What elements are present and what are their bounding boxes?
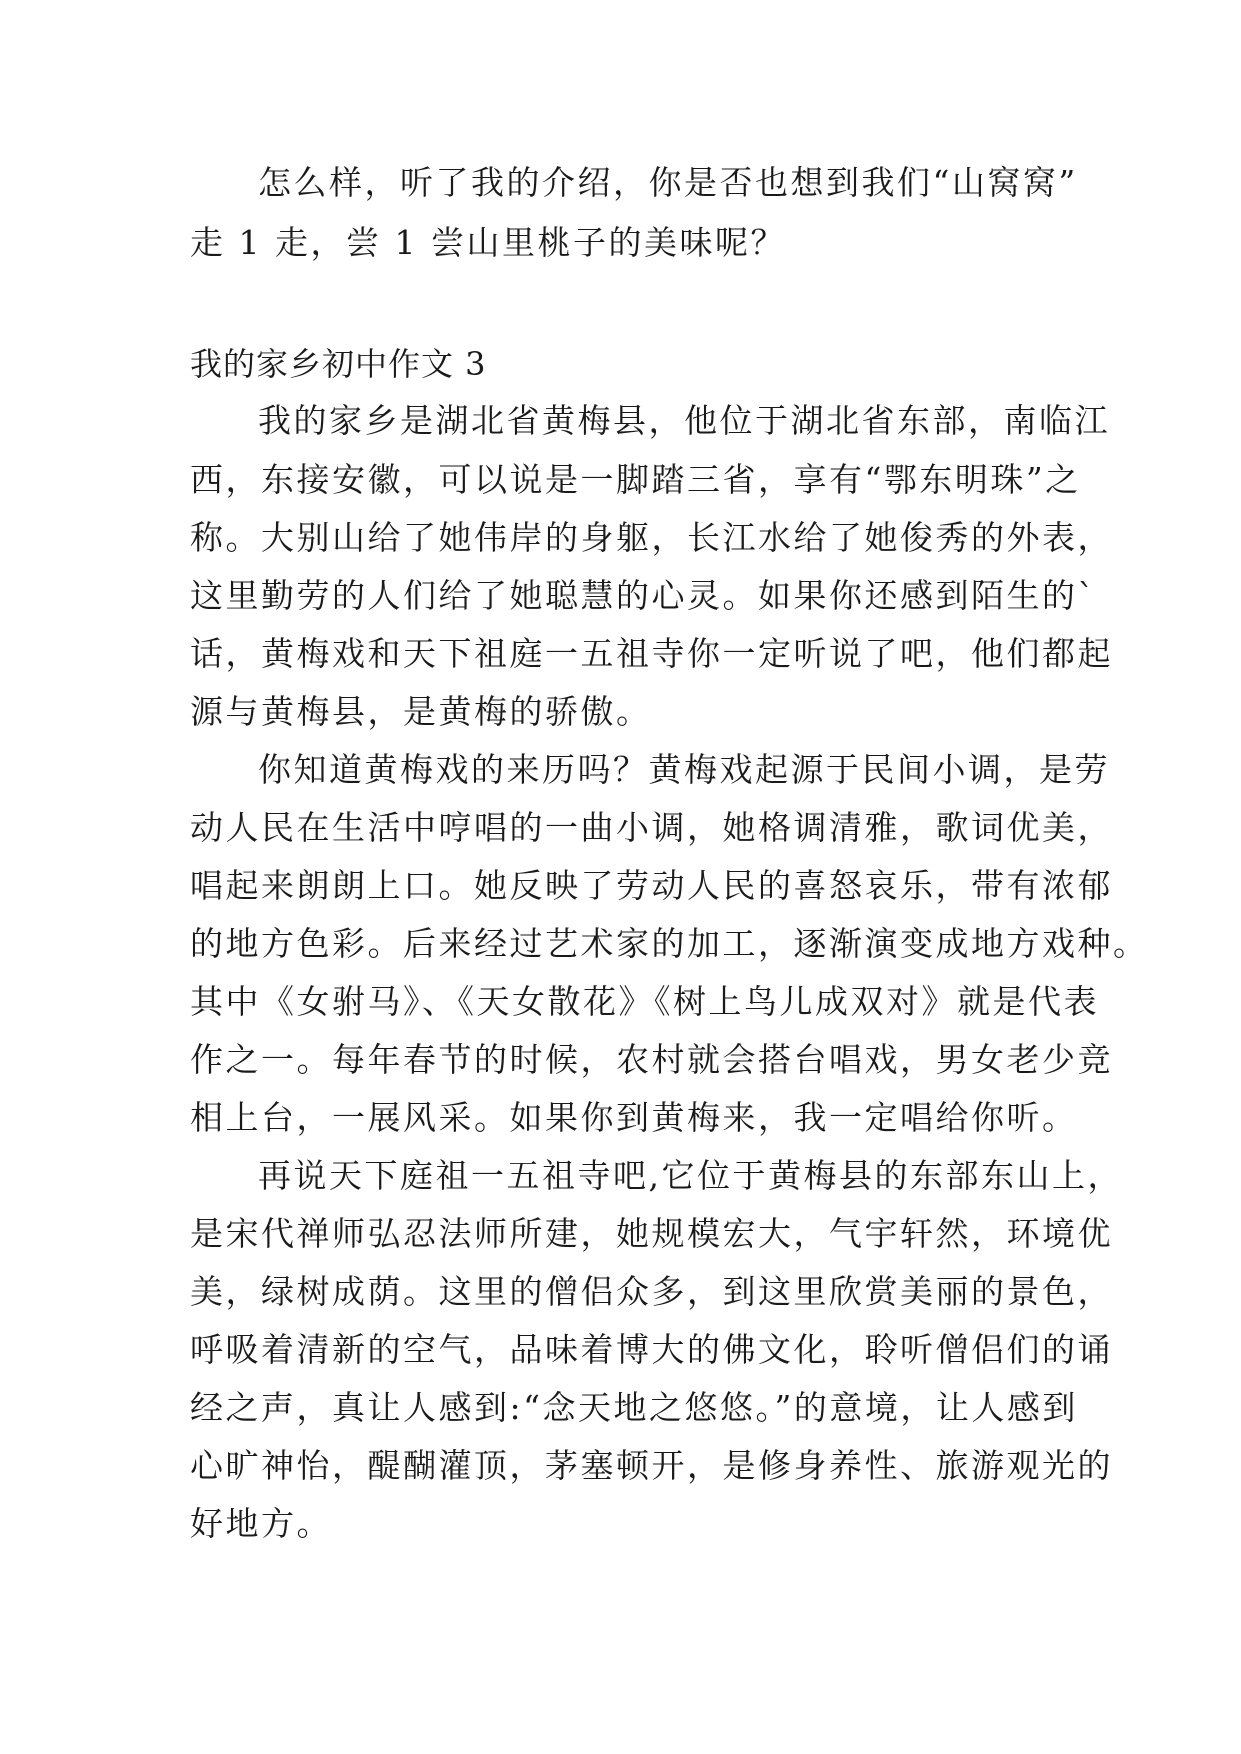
paragraph-line: 这里勤劳的人们给了她聪慧的心灵。如果你还感到陌生的` <box>190 576 1097 615</box>
paragraph-line: 好地方。 <box>190 1504 332 1543</box>
paragraph-line: 源与黄梅县，是黄梅的骄傲。 <box>190 692 652 731</box>
paragraph-line: 怎么样，听了我的介绍，你是否也想到我们“山窝窝” <box>258 163 1078 202</box>
paragraph-line: 作之一。每年春节的时候，农村就会搭台唱戏，男女老少竞 <box>190 1040 1113 1079</box>
section-heading: 我的家乡初中作文 3 <box>190 345 487 383</box>
paragraph-line: 其中《女驸马》、《天女散花》《树上鸟儿成双对》就是代表 <box>190 982 1099 1021</box>
paragraph-line: 称。大别山给了她伟岸的身躯，长江水给了她俊秀的外表， <box>190 518 1113 557</box>
paragraph-line: 心旷神怡，醍醐灌顶，茅塞顿开，是修身养性、旅游观光的 <box>190 1446 1113 1485</box>
paragraph-line: 再说天下庭祖一五祖寺吧,它位于黄梅县的东部东山上， <box>258 1156 1123 1195</box>
paragraph-line: 呼吸着清新的空气，品味着博大的佛文化，聆听僧侣们的诵 <box>190 1330 1113 1369</box>
paragraph-line: 我的家乡是湖北省黄梅县，他位于湖北省东部，南临江 <box>258 401 1110 440</box>
paragraph-line: 走 1 走，尝 1 尝山里桃子的美味呢？ <box>190 223 786 262</box>
paragraph-line: 相上台，一展风采。如果你到黄梅来，我一定唱给你听。 <box>190 1098 1078 1137</box>
paragraph-line: 动人民在生活中哼唱的一曲小调，她格调清雅，歌词优美， <box>190 808 1113 847</box>
paragraph-line: 的地方色彩。后来经过艺术家的加工，逐渐演变成地方戏种。 <box>190 924 1149 963</box>
paragraph-line: 美，绿树成荫。这里的僧侣众多，到这里欣赏美丽的景色， <box>190 1272 1113 1311</box>
paragraph-line: 你知道黄梅戏的来历吗？黄梅戏起源于民间小调，是劳 <box>258 750 1110 789</box>
paragraph-line: 话，黄梅戏和天下祖庭一五祖寺你一定听说了吧，他们都起 <box>190 634 1113 673</box>
paragraph-line: 经之声，真让人感到:“念天地之悠悠。”的意境，让人感到 <box>190 1388 1078 1427</box>
paragraph-line: 唱起来朗朗上口。她反映了劳动人民的喜怒哀乐，带有浓郁 <box>190 866 1113 905</box>
paragraph-line: 是宋代禅师弘忍法师所建，她规模宏大，气宇轩然，环境优 <box>190 1214 1113 1253</box>
paragraph-line: 西，东接安徽，可以说是一脚踏三省，享有“鄂东明珠”之 <box>190 460 1081 499</box>
